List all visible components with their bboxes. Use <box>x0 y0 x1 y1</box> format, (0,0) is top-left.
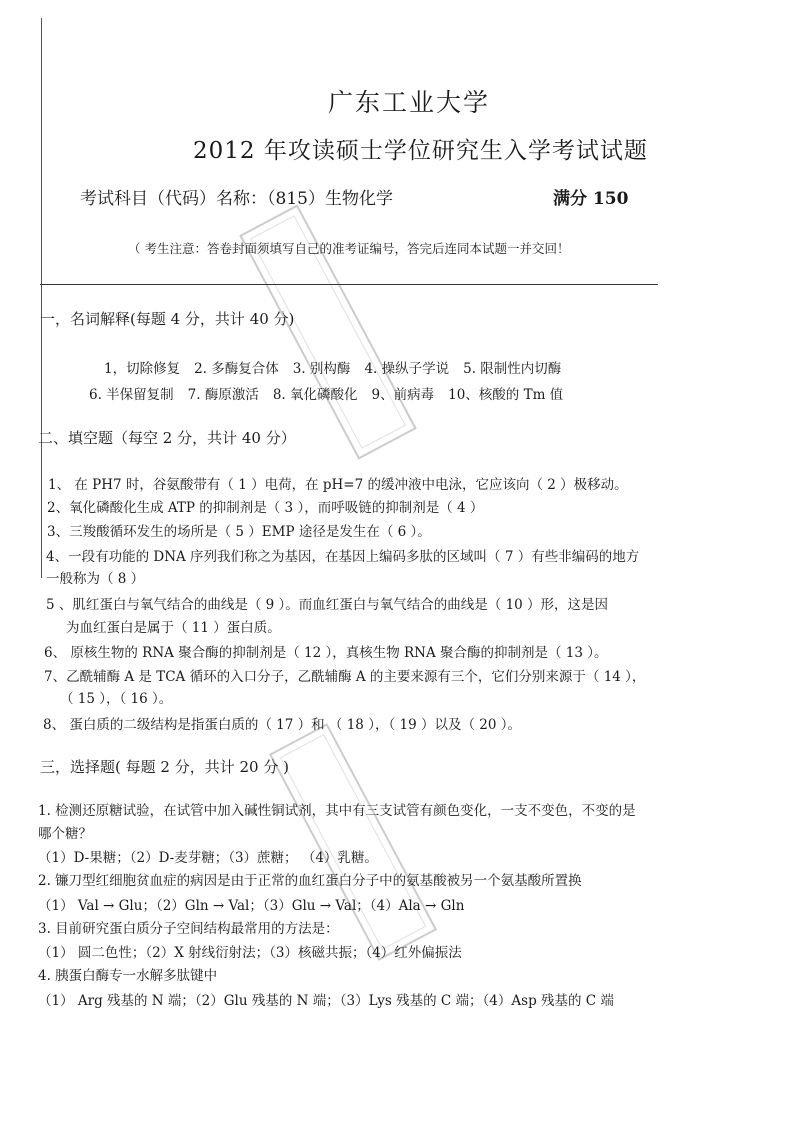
term-item: 9、前病毒 <box>371 387 435 403</box>
section3-title: 三，选择题( 每题 2 分，共计 20 分 ) <box>40 758 289 776</box>
fill-line: 5 、肌红蛋白与氧气结合的曲线是（ 9 ）。而血红蛋白与氧气结合的曲线是（ 10 ）形，这是因 <box>46 597 609 613</box>
term-item: 2. 多酶复合体 <box>194 361 279 377</box>
full-score: 满分 150 <box>553 189 629 209</box>
fill-line: 为血红蛋白是属于（ 11 ）蛋白质。 <box>66 620 281 636</box>
exam-notice: （ 考生注意：答卷封面须填写自己的准考证编号，答完后连同本试题一并交回！ <box>128 241 570 256</box>
term-row <box>104 360 561 378</box>
section2-title: 二、填空题（每空 2 分，共计 40 分） <box>38 429 296 447</box>
choice-line: 哪个糖？ <box>38 826 92 842</box>
term-item: 6. 半保留复制 <box>89 387 174 403</box>
divider <box>40 284 658 285</box>
fill-line: 8、 蛋白质的二级结构是指蛋白质的（ 17 ）和 （ 18 ），（ 19 ）以及（ 20 ）。 <box>43 717 521 733</box>
term-item: 8. 氧化磷酸化 <box>272 387 358 403</box>
term-item: 4. 操纵子学说 <box>364 361 450 377</box>
term-row <box>89 386 563 404</box>
choice-line: （1）D-果糖；（2）D-麦芽糖；（3）蔗糖； （4）乳糖。 <box>38 850 378 866</box>
fill-line: 1、 在 PH7 时，谷氨酸带有（ 1 ）电荷，在 pH=7 的缓冲液中电泳，它应该向（ 2 ）极移动。 <box>48 477 628 493</box>
term-item: 5. 限制性内切酶 <box>463 361 562 377</box>
fill-line: （ 15 ），（ 16 ）。 <box>60 691 173 707</box>
term-item: 10、核酸的 Tm 值 <box>448 387 564 403</box>
section1-title: 一，名词解释(每题 4 分，共计 40 分) <box>40 310 295 328</box>
fill-line: 4、一段有功能的 DNA 序列我们称之为基因，在基因上编码多肽的区域叫（ 7 ）有些非编码的地方 <box>46 549 640 565</box>
term-item: 3. 别构酶 <box>292 361 351 377</box>
choice-line: （1） Arg 残基的 N 端；（2）Glu 残基的 N 端；（3）Lys 残基的 C 端；（4）Asp 残基的 C 端 <box>38 993 614 1009</box>
fill-line: 2、氧化磷酸化生成 ATP 的抑制剂是（ 3 ），而呼吸链的抑制剂是（ 4 ） <box>47 500 484 516</box>
choice-line: 3. 目前研究蛋白质分子空间结构最常用的方法是： <box>38 921 339 937</box>
choice-line: （1） Val → Glu；（2）Gln → Val；（3）Glu → Val；（4）Ala → Gln <box>38 898 465 914</box>
term-item: 1，切除修复 <box>104 361 181 377</box>
fill-line: 7、乙酰辅酶 A 是 TCA 循环的入口分子，乙酰辅酶 A 的主要来源有三个，它们分别来源于（ 14 ）， <box>44 669 646 685</box>
choice-line: 2. 镰刀型红细胞贫血症的病因是由于正常的血红蛋白分子中的氨基酸被另一个氨基酸所置换 <box>38 873 582 889</box>
exam-title: 2012 年攻读硕士学位研究生入学考试试题 <box>193 138 648 164</box>
university-name: 广东工业大学 <box>328 88 491 117</box>
fill-line: 3、三羧酸循环发生的场所是（ 5 ）EMP 途径是发生在（ 6 ）。 <box>47 524 431 540</box>
page-border-left <box>41 18 42 578</box>
term-item: 7. 酶原激活 <box>187 387 259 403</box>
fill-line: 一般称为（ 8 ） <box>46 571 145 587</box>
choice-line: （1） 圆二色性；（2）X 射线衍射法；（3）核磁共振；（4）红外偏振法 <box>38 945 462 961</box>
fill-line: 6、 原核生物的 RNA 聚合酶的抑制剂是（ 12 ），真核生物 RNA 聚合酶的抑制剂是（ 13 ）。 <box>44 645 608 661</box>
choice-line: 1. 检测还原糖试验，在试管中加入碱性铜试剂，其中有三支试管有颜色变化，一支不变色，不变的是 <box>38 803 636 819</box>
choice-line: 4. 胰蛋白酶专一水解多肽键中 <box>38 968 218 984</box>
exam-subject: 考试科目（代码）名称：（815）生物化学 <box>80 189 393 209</box>
